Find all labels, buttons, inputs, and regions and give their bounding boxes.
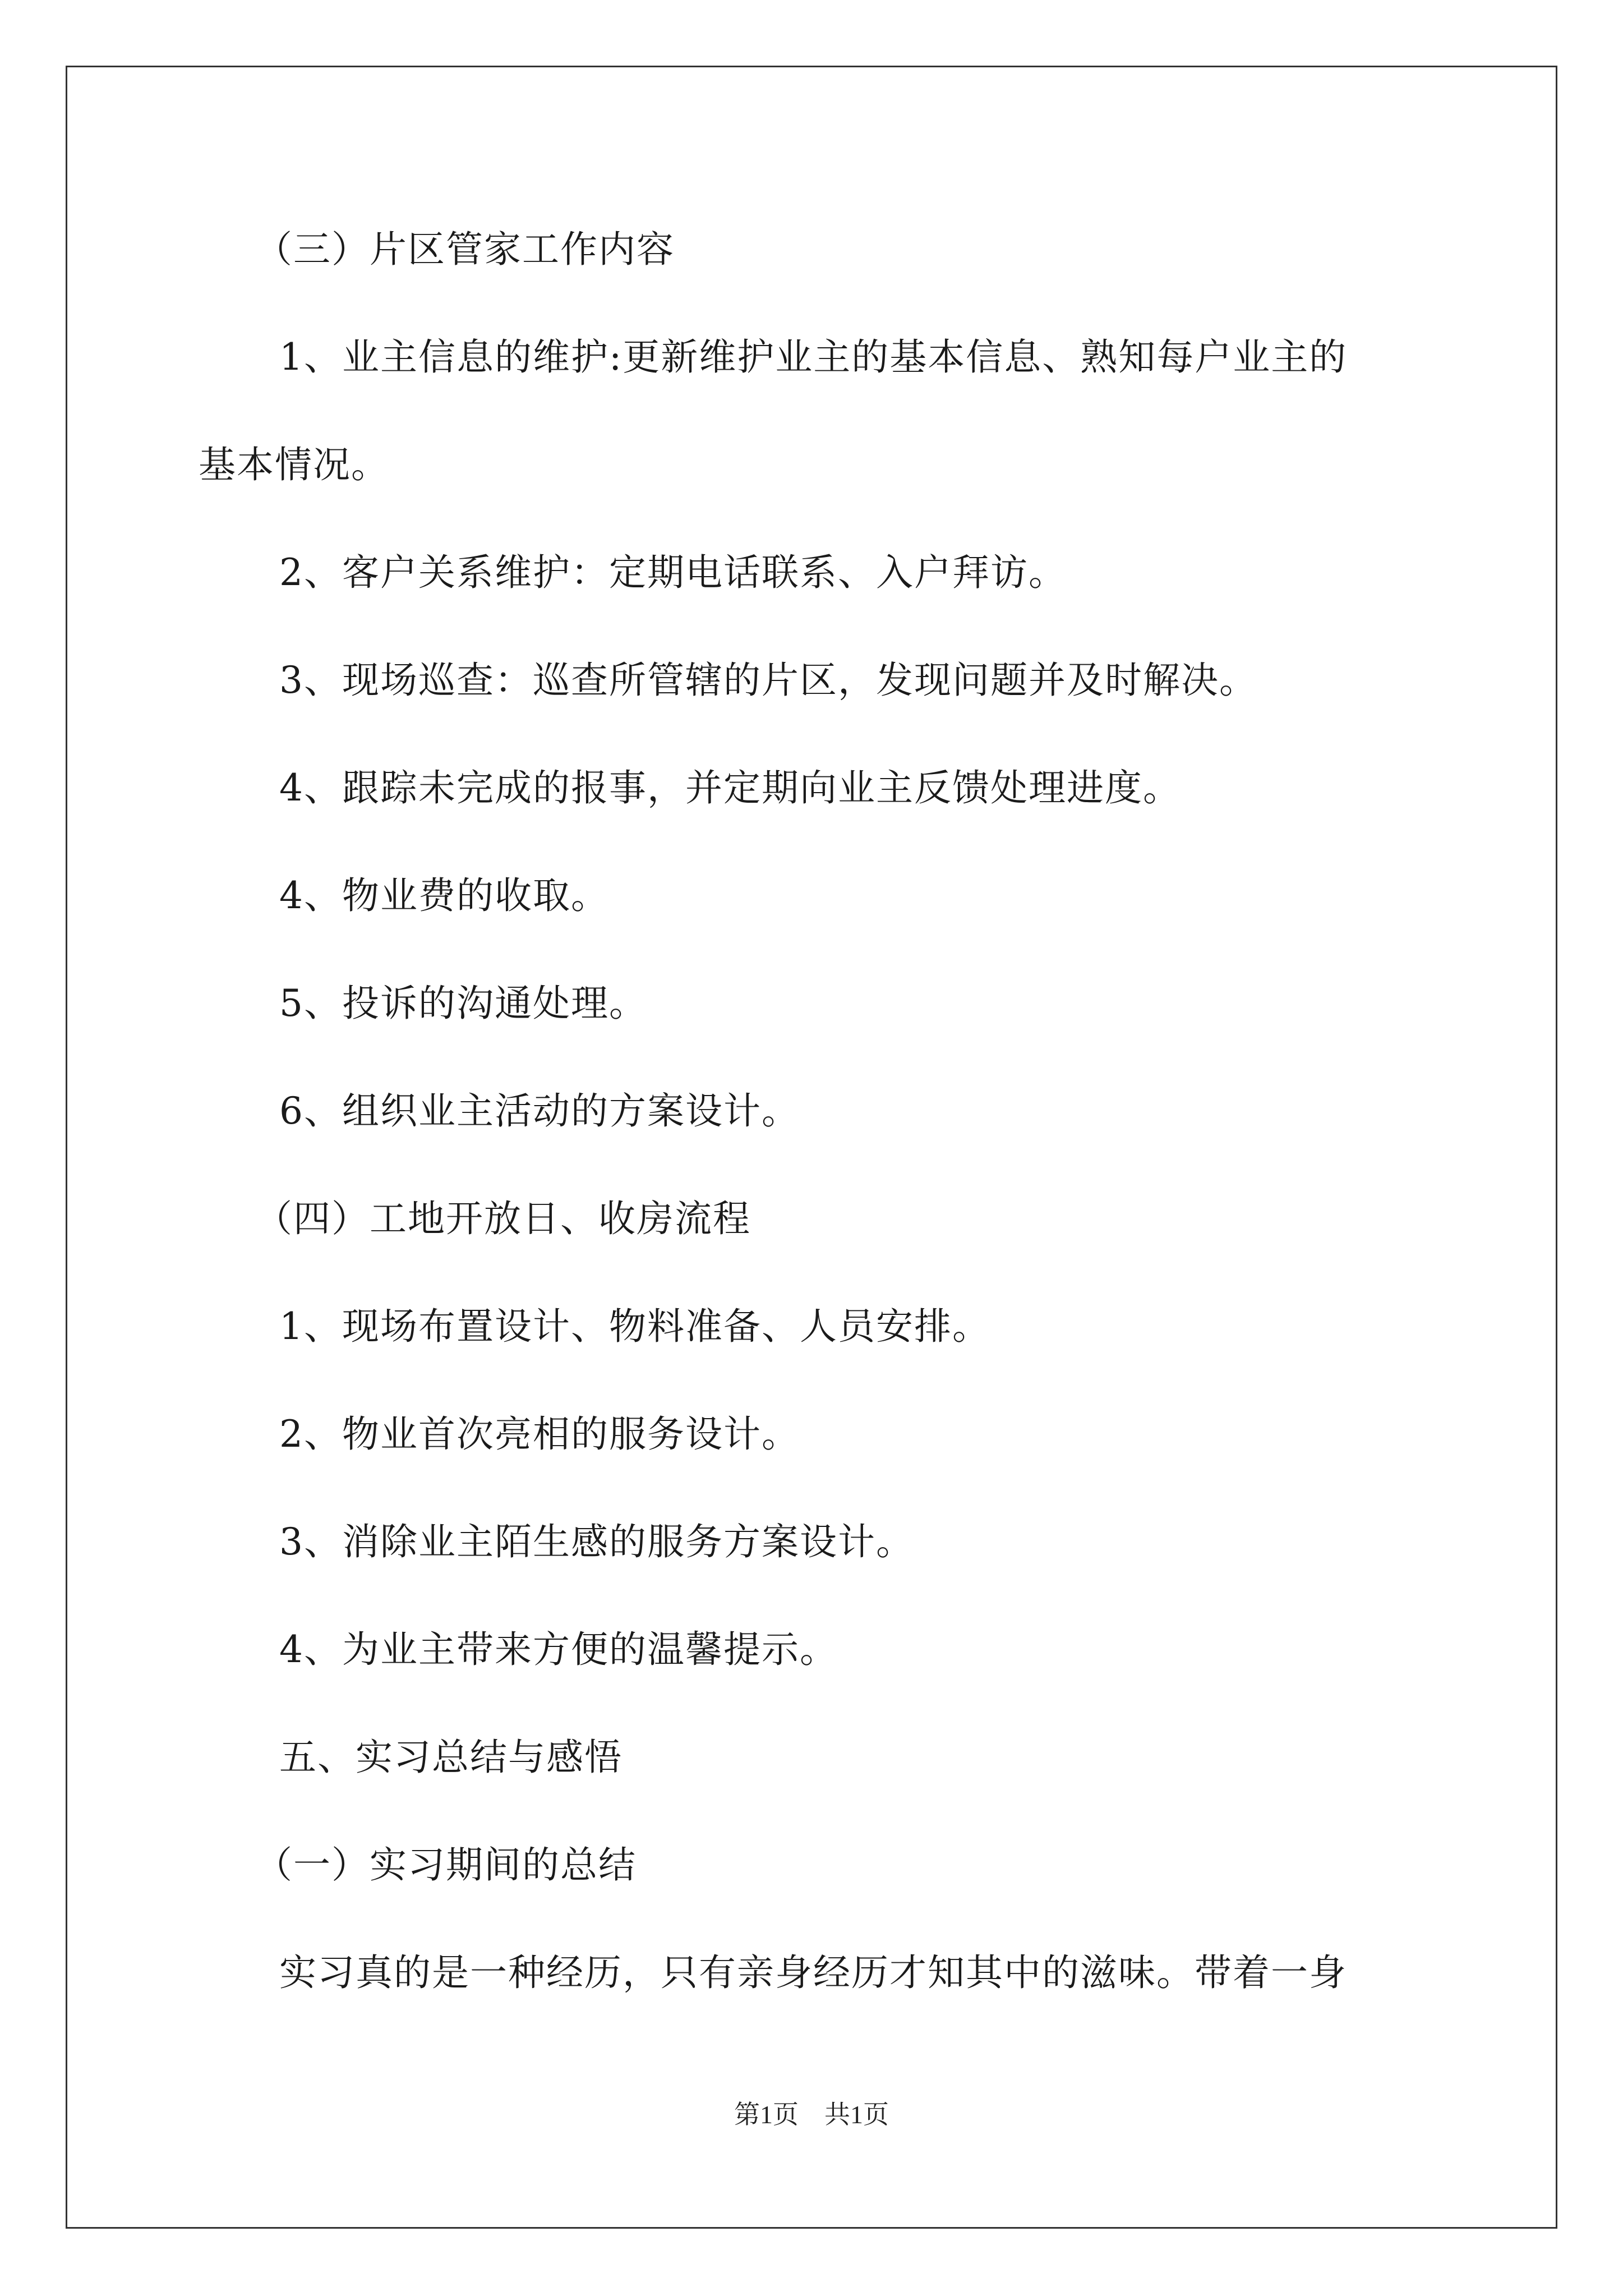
section-heading-four: （四）工地开放日、收房流程 [255,1197,751,1240]
paragraph-line: 3、现场巡查：巡查所管辖的片区，发现问题并及时解决。 [279,659,1257,702]
page-footer: 第1页 共1页 [734,2100,889,2129]
section-heading-five: 五、实习总结与感悟 [279,1736,623,1779]
paragraph-line: 4、物业费的收取。 [279,874,609,917]
paragraph-line: 4、跟踪未完成的报事，并定期向业主反馈处理进度。 [279,766,1181,809]
paragraph-line: 6、组织业主活动的方案设计。 [279,1089,800,1133]
paragraph-line: 基本情况。 [199,443,389,486]
paragraph-line: 1、现场布置设计、物料准备、人员安排。 [279,1305,990,1348]
section-heading-three: （三）片区管家工作内容 [255,228,675,271]
paragraph-line: 2、客户关系维护：定期电话联系、入户拜访。 [279,551,1067,594]
paragraph-line: 3、消除业主陌生感的服务方案设计。 [279,1520,914,1563]
paragraph-line: 1、业主信息的维护:更新维护业主的基本信息、熟知每户业主的 [279,335,1348,379]
subsection-heading-one: （一）实习期间的总结 [255,1843,637,1887]
paragraph-line: 4、为业主带来方便的温馨提示。 [279,1628,838,1671]
paragraph-line: 2、物业首次亮相的服务设计。 [279,1412,800,1456]
paragraph-line: 实习真的是一种经历，只有亲身经历才知其中的滋味。带着一身 [279,1951,1347,1994]
paragraph-line: 5、投诉的沟通处理。 [279,982,647,1025]
